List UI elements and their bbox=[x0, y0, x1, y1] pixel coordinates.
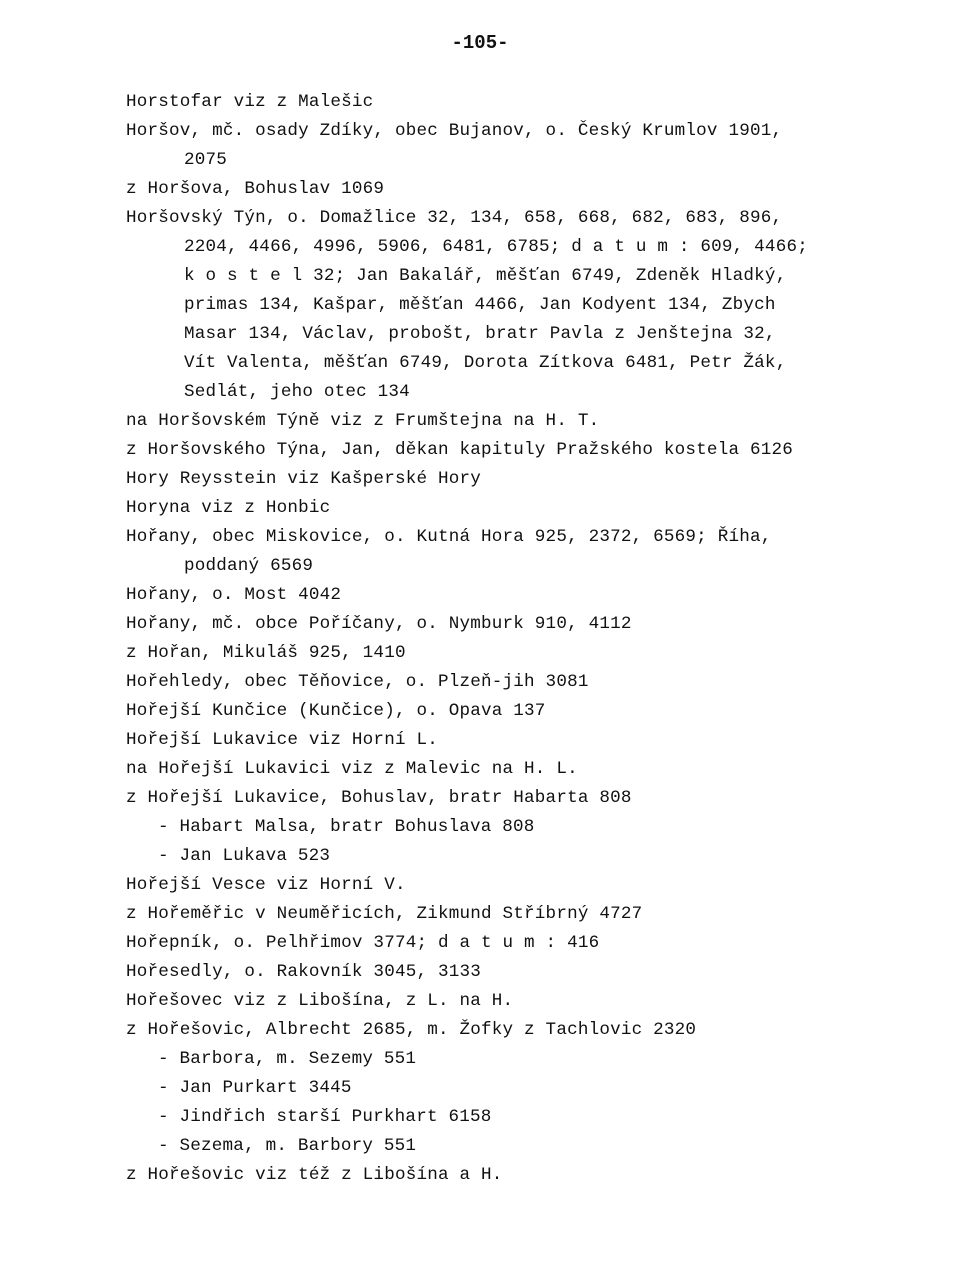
continuation-line: 2075 bbox=[184, 150, 228, 170]
index-entry-line: Hořepník, o. Pelhřimov 3774; d a t u m : 416 bbox=[126, 933, 600, 953]
continuation-line: primas 134, Kašpar, měšťan 4466, Jan Kodyent 134, Zbych bbox=[184, 295, 776, 315]
index-entry-line: Hořejší Kunčice (Kunčice), o. Opava 137 bbox=[126, 701, 546, 721]
index-entry-line: na Hořejší Lukavici viz z Malevic na H. L. bbox=[126, 759, 578, 779]
continuation-line: Masar 134, Václav, probošt, bratr Pavla z Jenštejna 32, bbox=[184, 324, 776, 344]
index-entry-line: Horyna viz z Honbic bbox=[126, 498, 331, 518]
index-entry-line: Horšovský Týn, o. Domažlice 32, 134, 658, 668, 682, 683, 896, bbox=[126, 208, 783, 228]
index-entry-line: z Hořejší Lukavice, Bohuslav, bratr Habarta 808 bbox=[126, 788, 632, 808]
sub-entry-line: - Jindřich starší Purkhart 6158 bbox=[158, 1107, 492, 1127]
index-entry-line: na Horšovském Týně viz z Frumštejna na H. T. bbox=[126, 411, 600, 431]
index-entry-line: Hořany, mč. obce Poříčany, o. Nymburk 910, 4112 bbox=[126, 614, 632, 634]
index-entry-line: Horšov, mč. osady Zdíky, obec Bujanov, o. Český Krumlov 1901, bbox=[126, 121, 783, 141]
continuation-line: poddaný 6569 bbox=[184, 556, 314, 576]
sub-entry-line: - Sezema, m. Barbory 551 bbox=[158, 1136, 417, 1156]
index-entry-line: Hořehledy, obec Těňovice, o. Plzeň-jih 3081 bbox=[126, 672, 589, 692]
sub-entry-line: - Habart Malsa, bratr Bohuslava 808 bbox=[158, 817, 535, 837]
continuation-line: Sedlát, jeho otec 134 bbox=[184, 382, 410, 402]
sub-entry-line: - Jan Lukava 523 bbox=[158, 846, 331, 866]
index-entry-line: Horstofar viz z Malešic bbox=[126, 92, 374, 112]
index-entry-line: Hory Reysstein viz Kašperské Hory bbox=[126, 469, 482, 489]
index-entry-line: z Hořešovic viz též z Libošína a H. bbox=[126, 1165, 503, 1185]
index-entry-line: z Hořan, Mikuláš 925, 1410 bbox=[126, 643, 406, 663]
continuation-line: k o s t e l 32; Jan Bakalář, měšťan 6749, Zdeněk Hladký, bbox=[184, 266, 787, 286]
index-entry-line: Hořešovec viz z Libošína, z L. na H. bbox=[126, 991, 514, 1011]
index-entry-line: Hořesedly, o. Rakovník 3045, 3133 bbox=[126, 962, 482, 982]
index-entry-line: Hořejší Vesce viz Horní V. bbox=[126, 875, 406, 895]
index-entry-line: Hořejší Lukavice viz Horní L. bbox=[126, 730, 438, 750]
index-entry-line: z Horšova, Bohuslav 1069 bbox=[126, 179, 385, 199]
index-entry-line: z Hořeměřic v Neuměřicích, Zikmund Stříbrný 4727 bbox=[126, 904, 643, 924]
index-entry-line: Hořany, o. Most 4042 bbox=[126, 585, 342, 605]
index-entry-line: z Hořešovic, Albrecht 2685, m. Žofky z Tachlovic 2320 bbox=[126, 1020, 697, 1040]
continuation-line: Vít Valenta, měšťan 6749, Dorota Zítkova 6481, Petr Žák, bbox=[184, 353, 787, 373]
continuation-line: 2204, 4466, 4996, 5906, 6481, 6785; d a t u m : 609, 4466; bbox=[184, 237, 808, 257]
index-entry-line: Hořany, obec Miskovice, o. Kutná Hora 925, 2372, 6569; Říha, bbox=[126, 527, 772, 547]
page-number: -105- bbox=[451, 32, 509, 54]
sub-entry-line: - Jan Purkart 3445 bbox=[158, 1078, 352, 1098]
index-entries bbox=[126, 88, 866, 1190]
index-entry-line: z Horšovského Týna, Jan, děkan kapituly Pražského kostela 6126 bbox=[126, 440, 793, 460]
sub-entry-line: - Barbora, m. Sezemy 551 bbox=[158, 1049, 417, 1069]
